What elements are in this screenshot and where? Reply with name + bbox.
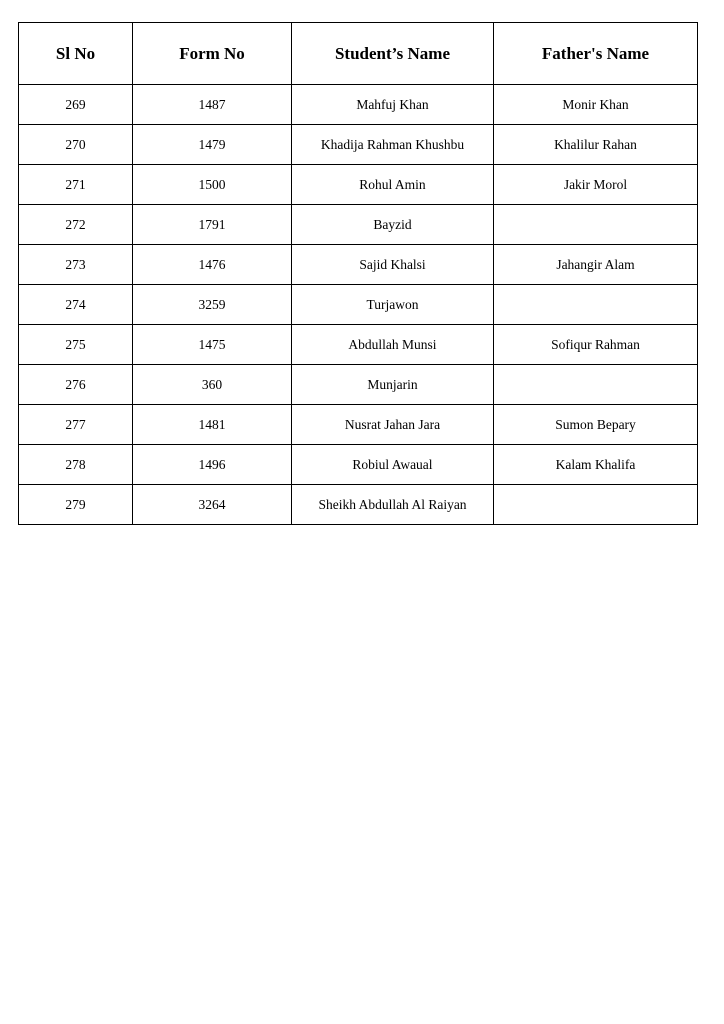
father-name-cell: Jakir Morol (494, 165, 698, 205)
sl-no-cell: 278 (19, 445, 133, 485)
table-row (19, 165, 698, 205)
student-name-cell: Sajid Khalsi (292, 245, 494, 285)
sl-no-cell: 277 (19, 405, 133, 445)
sl-no-cell: 279 (19, 485, 133, 525)
sl-no-cell: 272 (19, 205, 133, 245)
form-no-cell: 1487 (133, 85, 292, 125)
father-name-cell: Sumon Bepary (494, 405, 698, 445)
father-name-cell (494, 285, 698, 325)
sl-no-cell: 276 (19, 365, 133, 405)
sl-no-cell: 275 (19, 325, 133, 365)
father-name-cell: Kalam Khalifa (494, 445, 698, 485)
student-name-cell: Mahfuj Khan (292, 85, 494, 125)
father-name-cell (494, 365, 698, 405)
student-table (18, 22, 698, 525)
table-row (19, 405, 698, 445)
form-no-cell: 360 (133, 365, 292, 405)
father-name-cell (494, 205, 698, 245)
header-student-name: Student’s Name (292, 23, 494, 85)
table-row (19, 485, 698, 525)
father-name-cell: Monir Khan (494, 85, 698, 125)
student-name-cell: Bayzid (292, 205, 494, 245)
form-no-cell: 1475 (133, 325, 292, 365)
sl-no-cell: 269 (19, 85, 133, 125)
form-no-cell: 1496 (133, 445, 292, 485)
form-no-cell: 3259 (133, 285, 292, 325)
student-name-cell: Turjawon (292, 285, 494, 325)
student-name-cell: Abdullah Munsi (292, 325, 494, 365)
table-row (19, 365, 698, 405)
sl-no-cell: 274 (19, 285, 133, 325)
table-row (19, 125, 698, 165)
form-no-cell: 1791 (133, 205, 292, 245)
header-row (19, 23, 698, 85)
sl-no-cell: 273 (19, 245, 133, 285)
form-no-cell: 1476 (133, 245, 292, 285)
table-row (19, 285, 698, 325)
form-no-cell: 1500 (133, 165, 292, 205)
table-row (19, 445, 698, 485)
header-father-name: Father's Name (494, 23, 698, 85)
table-row (19, 205, 698, 245)
table-row (19, 325, 698, 365)
student-name-cell: Munjarin (292, 365, 494, 405)
father-name-cell: Khalilur Rahan (494, 125, 698, 165)
father-name-cell: Sofiqur Rahman (494, 325, 698, 365)
father-name-cell (494, 485, 698, 525)
student-name-cell: Rohul Amin (292, 165, 494, 205)
sl-no-cell: 271 (19, 165, 133, 205)
student-name-cell: Khadija Rahman Khushbu (292, 125, 494, 165)
student-name-cell: Robiul Awaual (292, 445, 494, 485)
form-no-cell: 1479 (133, 125, 292, 165)
table-row (19, 85, 698, 125)
header-form-no: Form No (133, 23, 292, 85)
student-name-cell: Nusrat Jahan Jara (292, 405, 494, 445)
sl-no-cell: 270 (19, 125, 133, 165)
father-name-cell: Jahangir Alam (494, 245, 698, 285)
table-row (19, 245, 698, 285)
form-no-cell: 3264 (133, 485, 292, 525)
header-sl-no: Sl No (19, 23, 133, 85)
student-name-cell: Sheikh Abdullah Al Raiyan (292, 485, 494, 525)
form-no-cell: 1481 (133, 405, 292, 445)
